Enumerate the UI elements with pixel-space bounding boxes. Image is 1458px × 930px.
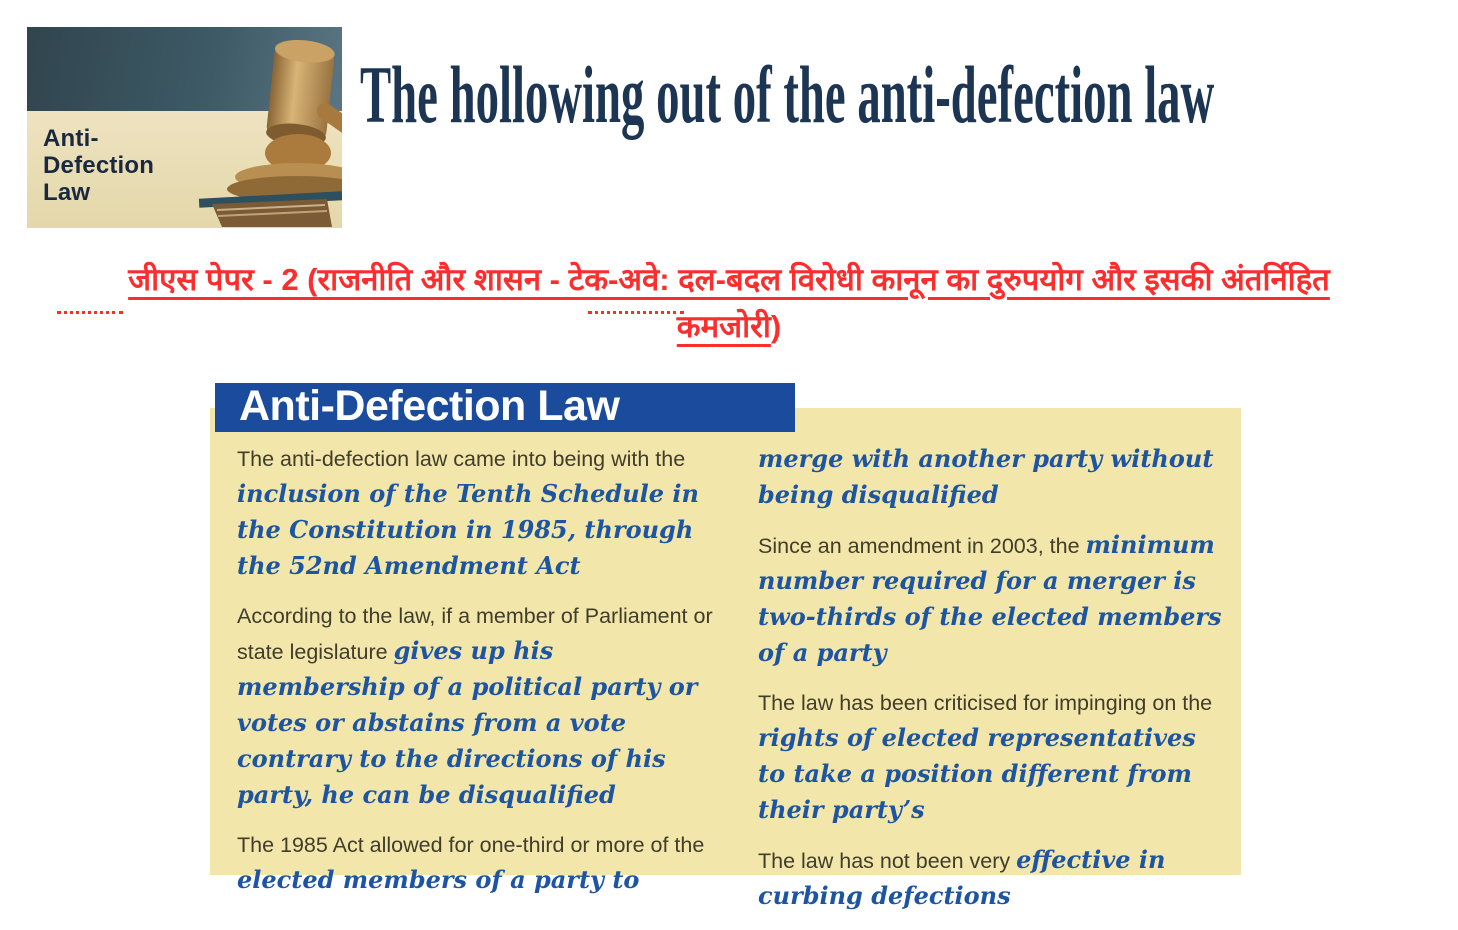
- image-caption-line: Anti-: [43, 125, 99, 152]
- infographic-title: Anti-Defection Law: [215, 383, 795, 432]
- info-paragraph: Since an amendment in 2003, the minimum number required for a merger is two-thirds of the elected members of a party: [758, 530, 1222, 667]
- info-paragraph: merge with another party without being disqualified: [758, 444, 1214, 509]
- info-paragraph: The 1985 Act allowed for one-third or more of the elected members of a party to: [237, 833, 705, 894]
- info-paragraph: The law has not been very effective in curbing defections: [758, 845, 1166, 910]
- gs-paper-heading: [0, 256, 1458, 350]
- infographic-right-column: [758, 443, 1223, 930]
- info-paragraph: The anti-defection law came into being with the inclusion of the Tenth Schedule in the Constitution in 1985, through the 52nd Amendment Act: [237, 447, 699, 580]
- page-title: The hollowing out of the anti-defection law: [360, 49, 1215, 140]
- image-caption-line: Defection: [43, 152, 155, 179]
- gs-paper-heading-line1: जीएस पेपर - 2 (राजनीति और शासन - टेक-अवे: दल-बदल विरोधी कानून का दुरुपयोग और इसकी अंतर्निहित: [128, 262, 1330, 297]
- infographic-left-column: [237, 443, 719, 914]
- image-caption: [43, 125, 154, 206]
- infographic-panel: [210, 382, 1241, 910]
- gs-paper-heading-line2: कमजोरी): [676, 309, 782, 344]
- image-caption-line: Law: [43, 179, 91, 206]
- gavel-image: [27, 27, 342, 228]
- info-paragraph: According to the law, if a member of Parliament or state legislature gives up his membership of a political party or votes or abstains from a vote contrary to the directions of his party, he can be disqualified: [237, 604, 713, 809]
- spellcheck-underline: [57, 311, 123, 314]
- spellcheck-underline: [588, 311, 684, 314]
- info-paragraph: The law has been criticised for impinging on the rights of elected representatives to take a position different from their party’s: [758, 691, 1213, 824]
